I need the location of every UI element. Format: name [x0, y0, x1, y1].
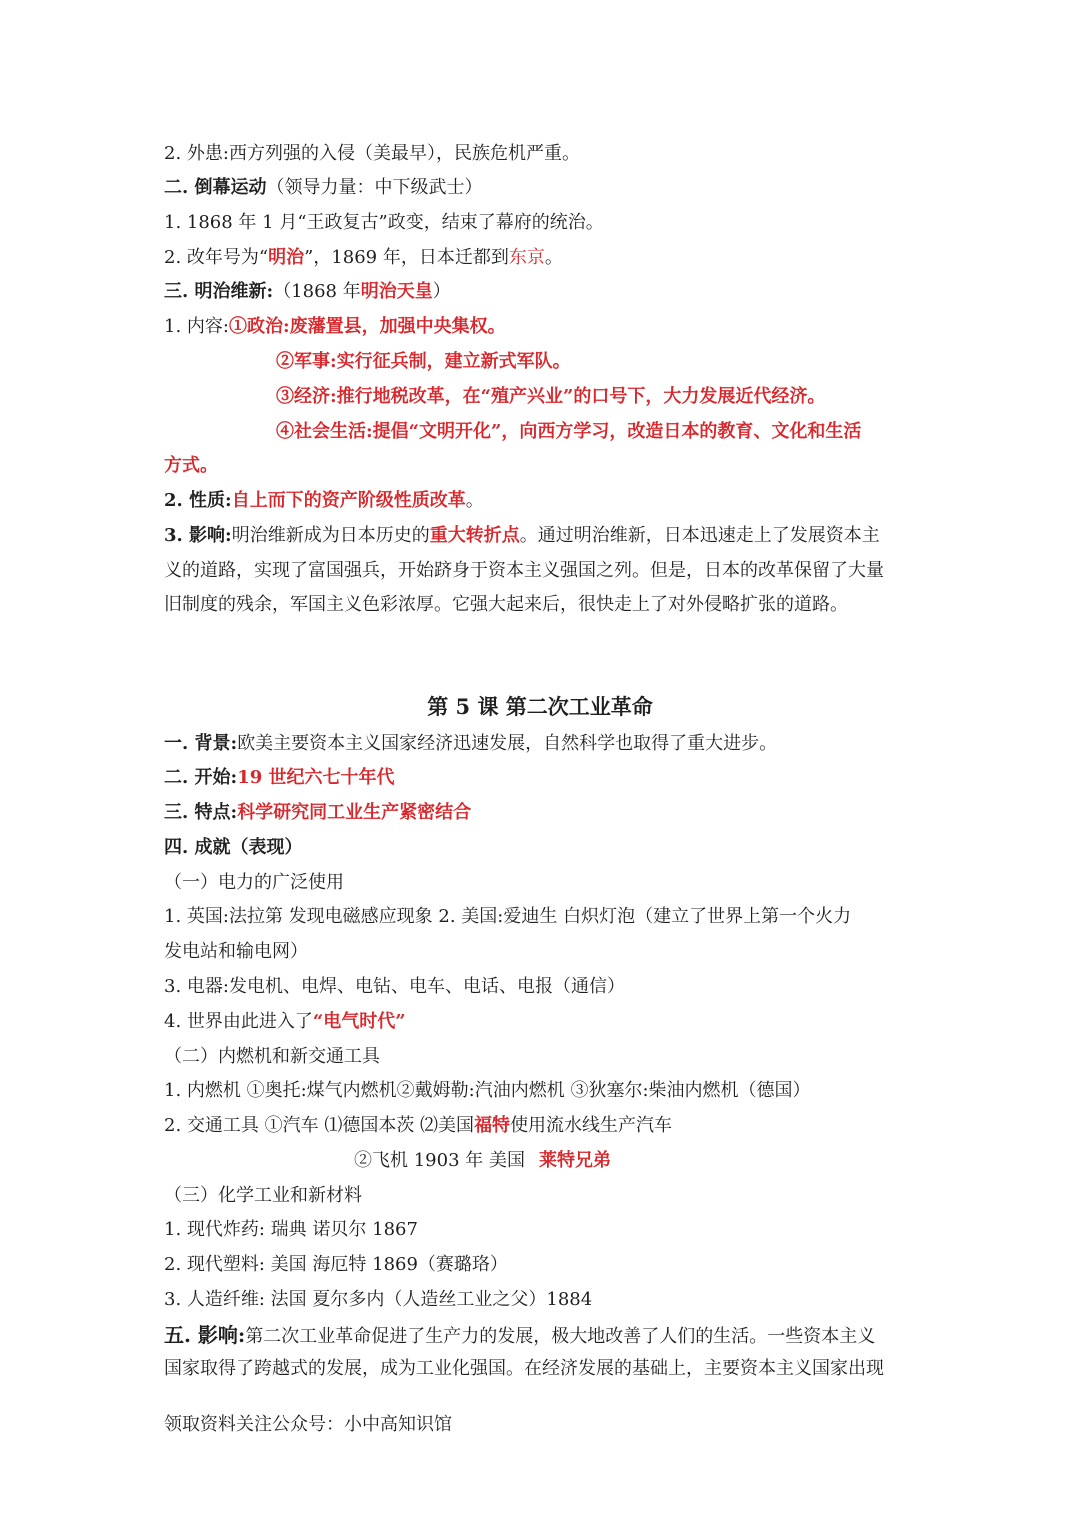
lesson-title: 第 5 课 第二次工业革命: [427, 694, 653, 719]
nature-value: 自上而下的资产阶级性质改革: [231, 490, 466, 511]
text-line: 2. 外患:西方列强的入侵（美最早），民族危机严重。: [164, 143, 580, 164]
content-military: ②军事:实行征兵制，建立新式军队。: [276, 351, 571, 372]
text-line: [164, 1009, 924, 1035]
nature-label: 2. 性质:: [164, 490, 232, 511]
highlight-turning-point: 重大转折点: [429, 525, 520, 546]
achievements-heading: 四. 成就（表现）: [164, 837, 303, 858]
text-span: 。: [465, 490, 484, 511]
text-line: [164, 1113, 924, 1139]
text-line: 1. 内燃机 ①奥托:煤气内燃机②戴姆勒:汽油内燃机 ③狄塞尔:柴油内燃机（德国）: [164, 1080, 811, 1101]
impact-line: [164, 523, 924, 549]
nature-line: [164, 488, 924, 514]
start-value: 19 世纪六七十年代: [237, 767, 395, 788]
text-line: 3. 电器:发电机、电焊、电钻、电车、电话、电报（通信）: [164, 976, 625, 997]
text-span: ”，1869 年，日本迁都到: [304, 247, 509, 268]
section-heading: [164, 175, 924, 201]
text-line: 1. 现代炸药: 瑞典 诺贝尔 1867: [164, 1219, 418, 1240]
content-label: 1. 内容:: [164, 316, 229, 337]
impact-label: 3. 影响:: [164, 525, 232, 546]
influence-label: 五. 影响:: [164, 1323, 246, 1347]
highlight-tokyo: 东京: [508, 247, 545, 268]
text-span: 2. 改年号为“: [164, 247, 269, 268]
heading-text: 三. 明治维新:: [164, 281, 274, 302]
highlight-electric-age: “电气时代”: [312, 1011, 406, 1032]
text-line: 发电站和输电网）: [164, 941, 308, 962]
text-span: 欧美主要资本主义国家经济迅速发展，自然科学也取得了重大进步。: [237, 733, 778, 754]
content-economy: ③经济:推行地税改革，在“殖产兴业”的口号下，大力发展近代经济。: [276, 386, 826, 407]
text-span: 使用流水线生产汽车: [510, 1115, 673, 1136]
text-line: [164, 245, 924, 271]
feature-value: 科学研究同工业生产紧密结合: [237, 802, 472, 823]
heading-text: 二. 倒幕运动: [164, 177, 267, 198]
text-span: 。: [544, 247, 563, 268]
highlight-wright-brothers: 莱特兄弟: [538, 1150, 611, 1171]
content-society-cont: 方式。: [164, 455, 218, 476]
start-label: 二. 开始:: [164, 767, 238, 788]
text-span: ）: [432, 281, 451, 302]
influence-line: [164, 1322, 924, 1350]
section-heading: [164, 279, 924, 305]
text-span: 2. 交通工具 ①汽车 ⑴德国本茨 ⑵美国: [164, 1115, 475, 1136]
text-line: [354, 1148, 914, 1174]
feature-label: 三. 特点:: [164, 802, 238, 823]
start-line: [164, 765, 924, 791]
text-line: 旧制度的残余，军国主义色彩浓厚。它强大起来后，很快走上了对外侵略扩张的道路。: [164, 594, 848, 615]
text-line: 3. 人造纤维: 法国 夏尔多内（人造丝工业之父）1884: [164, 1289, 593, 1310]
text-span: 4. 世界由此进入了: [164, 1011, 313, 1032]
feature-line: [164, 800, 924, 826]
text-span: 第二次工业革命促进了生产力的发展，极大地改善了人们的生活。一些资本主义: [245, 1326, 876, 1347]
background-label: 一. 背景:: [164, 733, 238, 754]
text-span: 明治维新成为日本历史的: [231, 525, 430, 546]
content-society: ④社会生活:提倡“文明开化”，向西方学习，改造日本的教育、文化和生活: [276, 421, 862, 442]
text-line: 1. 1868 年 1 月“王政复古”政变，结束了幕府的统治。: [164, 212, 604, 233]
text-line: 1. 英国:法拉第 发现电磁感应现象 2. 美国:爱迪生 白炽灯泡（建立了世界上第一个火力: [164, 906, 852, 927]
highlight-meiji: 明治: [268, 247, 305, 268]
background-line: [164, 731, 924, 757]
content-politics: ①政治:废藩置县，加强中央集权。: [228, 316, 506, 337]
text-line: 国家取得了跨越式的发展，成为工业化强国。在经济发展的基础上，主要资本主义国家出现: [164, 1358, 884, 1379]
highlight-ford: 福特: [474, 1115, 511, 1136]
text-line: 义的道路，实现了富国强兵，开始跻身于资本主义强国之列。但是，日本的改革保留了大量: [164, 560, 884, 581]
subheading: （二）内燃机和新交通工具: [164, 1046, 380, 1067]
heading-note: （领导力量：中下级武士）: [266, 177, 483, 198]
text-span: ②飞机 1903 年 美国: [354, 1150, 525, 1171]
content-line: [164, 314, 924, 340]
text-line: 2. 现代塑料: 美国 海厄特 1869（赛璐珞）: [164, 1254, 508, 1275]
footer-note: 领取资料关注公众号：小中高知识馆: [164, 1414, 452, 1435]
highlight-emperor: 明治天皇: [360, 281, 433, 302]
text-span: 。通过明治维新，日本迅速走上了发展资本主: [519, 525, 880, 546]
subheading: （一）电力的广泛使用: [164, 872, 344, 893]
subheading: （三）化学工业和新材料: [164, 1185, 362, 1206]
text-span: （1868 年: [273, 281, 361, 302]
